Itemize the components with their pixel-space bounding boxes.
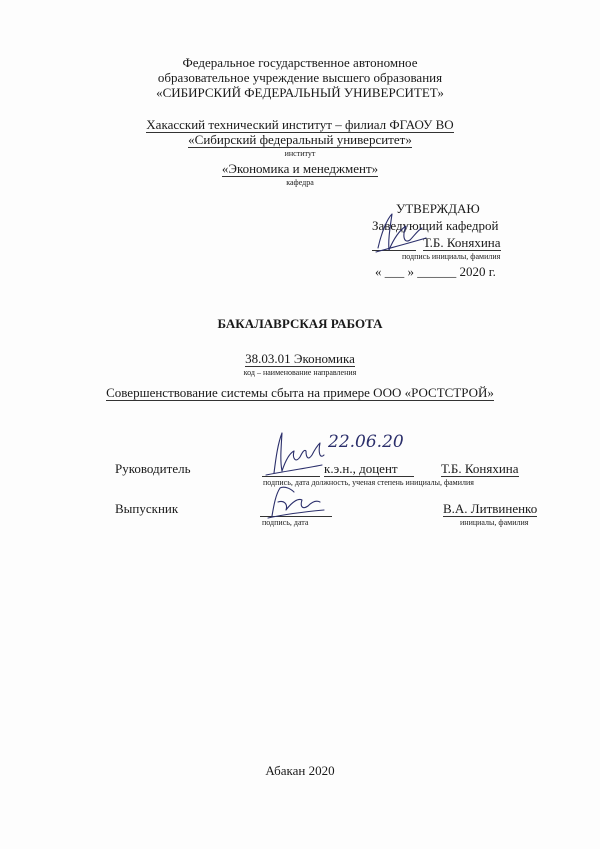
footer-city-year: Абакан 2020 bbox=[265, 763, 335, 778]
department-name: «Экономика и менеджмент» bbox=[221, 161, 379, 176]
header-line-2: образовательное учреждение высшего образования bbox=[157, 70, 443, 85]
date-month: ______ bbox=[417, 264, 457, 279]
graduate-sig-caption: подпись, дата bbox=[262, 518, 309, 527]
supervisor-name: Т.Б. Коняхина bbox=[441, 461, 519, 476]
graduate-label: Выпускник bbox=[115, 501, 179, 516]
department-block bbox=[0, 161, 600, 177]
institute-name bbox=[0, 117, 600, 133]
date-day: ___ bbox=[384, 264, 405, 279]
supervisor-label: Руководитель bbox=[115, 461, 191, 476]
approval-date bbox=[375, 264, 496, 280]
institute-line-1: Хакасский технический институт – филиал ФГАОУ ВО bbox=[146, 117, 454, 132]
supervisor-caption: подпись, дата должность, ученая степень инициалы, фамилия bbox=[263, 478, 474, 487]
date-year: 2020 г. bbox=[459, 264, 496, 279]
institute-university bbox=[0, 132, 600, 148]
supervisor-degree: к.э.н., доцент bbox=[324, 461, 398, 476]
topic-block bbox=[0, 385, 600, 401]
institute-caption: институт bbox=[284, 149, 316, 158]
department-caption: кафедра bbox=[286, 178, 314, 187]
approval-caption: подпись инициалы, фамилия bbox=[402, 252, 501, 261]
date-open-quote: « bbox=[375, 264, 382, 279]
work-topic: Совершенствование системы сбыта на примере ООО «РОСТСТРОЙ» bbox=[106, 385, 494, 400]
direction-block bbox=[0, 351, 600, 367]
work-title: БАКАЛАВРСКАЯ РАБОТА bbox=[217, 316, 383, 331]
approval-title: УТВЕРЖДАЮ bbox=[396, 201, 480, 216]
supervisor-name-block bbox=[441, 461, 519, 477]
supervisor-signature bbox=[262, 425, 404, 480]
direction-code: 38.03.01 Экономика bbox=[245, 351, 355, 366]
graduate-name-caption: инициалы, фамилия bbox=[460, 518, 529, 527]
date-close-quote: » bbox=[407, 264, 414, 279]
approval-signature bbox=[370, 208, 430, 258]
approval-name-block bbox=[423, 235, 501, 251]
header-university-name: «СИБИРСКИЙ ФЕДЕРАЛЬНЫЙ УНИВЕРСИТЕТ» bbox=[156, 85, 444, 100]
graduate-name: В.А. Литвиненко bbox=[443, 501, 538, 516]
graduate-name-block bbox=[443, 501, 537, 517]
approval-role: Заведующий кафедрой bbox=[372, 218, 499, 233]
supervisor-sign-date: 22.06.20 bbox=[328, 432, 404, 452]
direction-caption: код – наименование направления bbox=[243, 368, 357, 377]
institute-line-2: «Сибирский федеральный университет» bbox=[188, 132, 412, 147]
graduate-signature bbox=[262, 482, 332, 522]
approval-name: Т.Б. Коняхина bbox=[423, 235, 501, 250]
header-line-1: Федеральное государственное автономное bbox=[182, 55, 418, 70]
